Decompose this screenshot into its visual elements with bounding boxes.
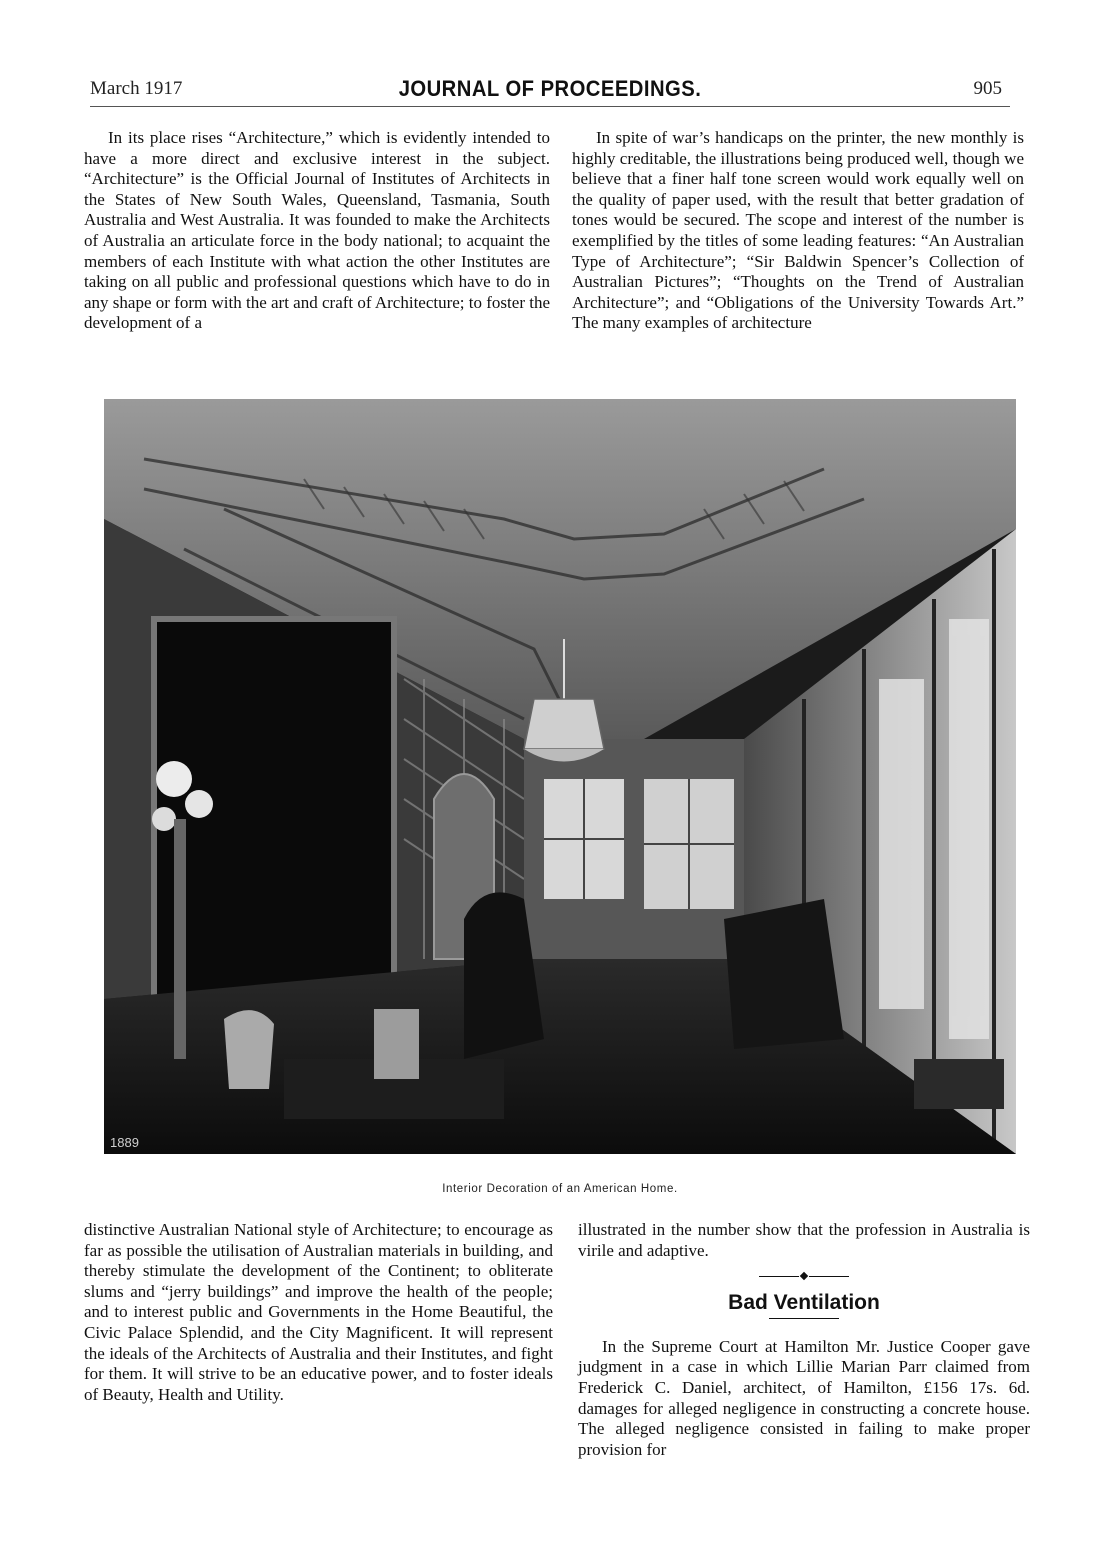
title-rule <box>769 1318 839 1319</box>
paragraph-architecture-journal: In its place rises “Architecture,” which is evidently intended to have a more direct and exclusive interest in the subject. “Architecture” is the Official Journal of Institutes of Architects in the States of New South Wales, Queensland, Tasmania, South Australia and West Australia. It was founded to make the Architects of Australia an articulate force in the body national; to acquaint the members of each Institute with what action the other Institutes are taking on all public and professional questions which have to do in any shape or form with the art and craft of Architecture; to foster the development of a <box>84 128 550 333</box>
page-number: 905 <box>973 78 1002 99</box>
header-date: March 1917 <box>90 78 183 99</box>
column-top-right <box>572 128 1024 334</box>
paragraph-war-handicaps: In spite of war’s handicaps on the printer, the new monthly is highly creditable, the illustrations being produced well, though we believe that a finer half tone screen would work equally well on the quality of paper used, with the result that better gradation of tones would be secured. The scope and interest of the number is exemplified by the titles of some leading features: “An Australian Type of Architecture”; “Sir Baldwin Spencer’s Collection of Australian Pictures”; “Thoughts on the Trend of Australian Architecture”; and “Obligations of the University Towards Art.” The many examples of architecture <box>572 128 1024 333</box>
page-header <box>90 74 1010 107</box>
ornament-divider <box>578 1273 1030 1279</box>
column-top-left <box>84 128 550 334</box>
header-title: JOURNAL OF PROCEEDINGS. <box>398 76 702 101</box>
paragraph-bad-ventilation: In the Supreme Court at Hamilton Mr. Justice Cooper gave judgment in a case in which Lillie Marian Parr claimed from Frederick C. Daniel, architect, of Hamilton, £156 17s. 6d. damages for alleged negligence in constructing a concrete house. The alleged negligence consisted in failing to make proper provision for <box>578 1336 1030 1459</box>
figure-caption: Interior Decoration of an American Home. <box>442 1183 678 1195</box>
section-title: Bad Ventilation <box>728 1291 880 1315</box>
column-bottom-right <box>578 1220 1030 1460</box>
interior-photograph <box>104 399 1016 1154</box>
paragraph-national-style: distinctive Australian National style of Architecture; to encourage as far as possible the utilisation of Australian materials in building, and thereby stimulate the development of the Continent; to obliterate slums and “jerry buildings” and improve the health of the people; and to interest public and Governments in the Home Beautiful, the Civic Palace Splendid, and the City Magnificent. It will represent the ideals of the Architects of Australia and their Institutes, and fight for them. It will strive to be an educative power, and to foster ideals of Beauty, Health and Utility. <box>84 1220 553 1404</box>
plate-number: 1889 <box>110 1135 139 1150</box>
column-bottom-left <box>84 1220 553 1405</box>
paragraph-profession-virile: illustrated in the number show that the profession in Australia is virile and adaptive. <box>578 1220 1030 1260</box>
